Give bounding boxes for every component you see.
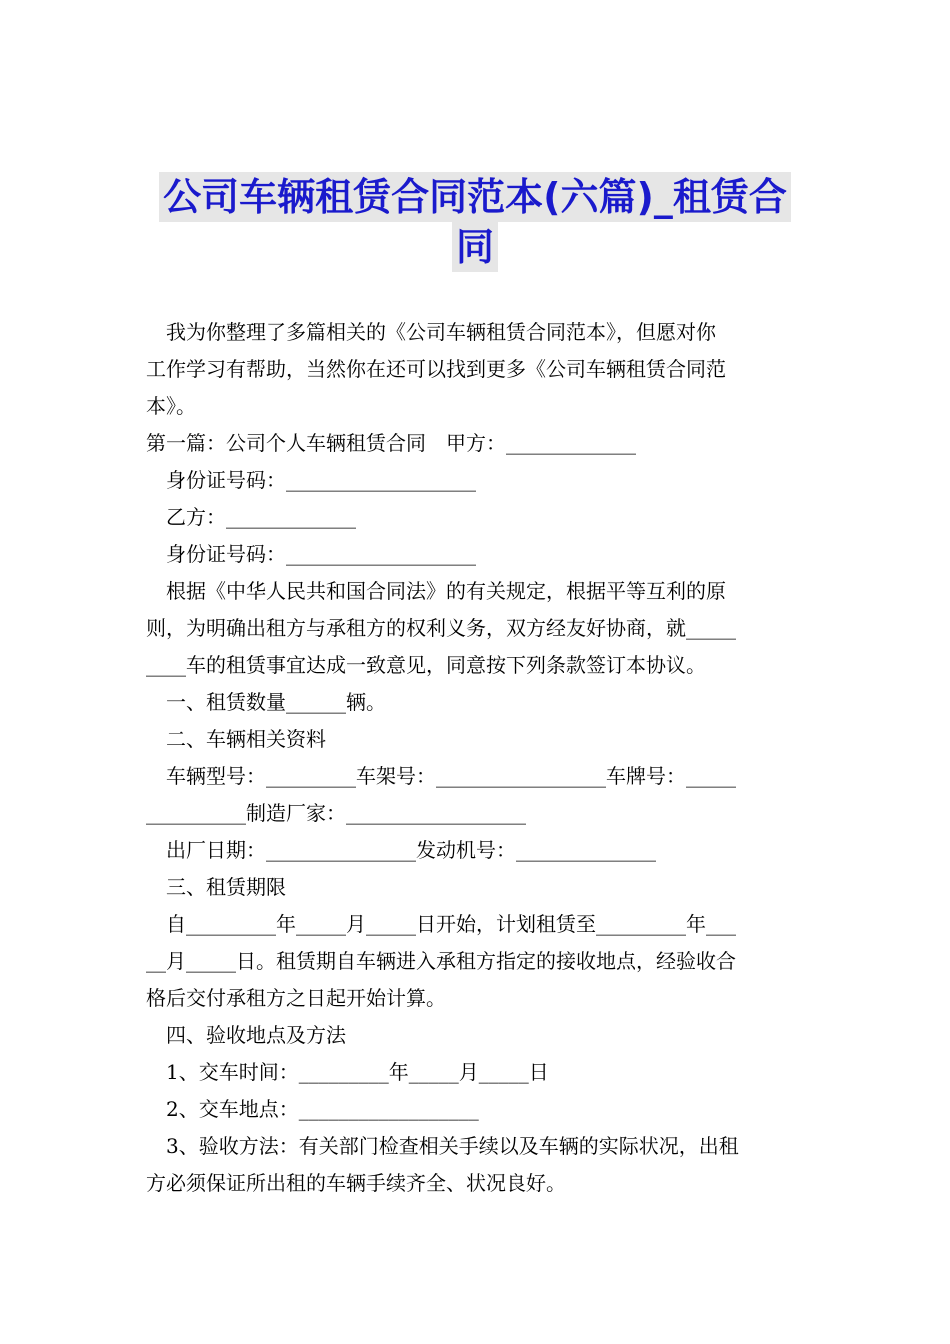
body-line: 第一篇：公司个人车辆租赁合同 甲方：_____________ (146, 431, 636, 455)
body-line: 自_________年_____月_____日开始，计划租赁至_________年___ (166, 912, 736, 936)
body-line: 乙方：_____________ (166, 505, 356, 529)
body-line: 身份证号码：___________________ (166, 542, 476, 566)
body-line: 3、验收方法：有关部门检查相关手续以及车辆的实际状况，出租 (166, 1134, 739, 1158)
body-line: 四、验收地点及方法 (166, 1023, 346, 1047)
body-line: 本》。 (146, 394, 196, 418)
title-line-1: 公司车辆租赁合同范本(六篇)_租赁合 (159, 172, 791, 222)
body-line: 工作学习有帮助，当然你在还可以找到更多《公司车辆租赁合同范 (146, 357, 726, 381)
body-line: 出厂日期：_______________发动机号：______________ (166, 838, 656, 862)
body-line: 一、租赁数量______辆。 (166, 690, 386, 714)
body-line: 方必须保证所出租的车辆手续齐全、状况良好。 (146, 1171, 566, 1195)
body-line: 格后交付承租方之日起开始计算。 (146, 986, 446, 1010)
body-line: 二、车辆相关资料 (166, 727, 326, 751)
body-line: __________制造厂家：__________________ (146, 801, 526, 825)
body-line: 1、交车时间：_________年_____月_____日 (166, 1060, 549, 1084)
document-title (150, 172, 800, 272)
body-line: 2、交车地点：__________________ (166, 1097, 479, 1121)
body-line: 根据《中华人民共和国合同法》的有关规定，根据平等互利的原 (166, 579, 726, 603)
body-line: 则，为明确出租方与承租方的权利义务，双方经友好协商，就_____ (146, 616, 736, 640)
body-line: ____车的租赁事宜达成一致意见，同意按下列条款签订本协议。 (146, 653, 706, 677)
body-line: __月_____日。租赁期自车辆进入承租方指定的接收地点，经验收合 (146, 949, 736, 973)
body-line: 我为你整理了多篇相关的《公司车辆租赁合同范本》，但愿对你 (166, 320, 716, 344)
document-body (146, 314, 808, 1202)
title-line-2: 同 (452, 222, 498, 272)
body-line: 身份证号码：___________________ (166, 468, 476, 492)
body-line: 车辆型号：_________车架号：_________________车牌号：_____ (166, 764, 736, 788)
body-line: 三、租赁期限 (166, 875, 286, 899)
